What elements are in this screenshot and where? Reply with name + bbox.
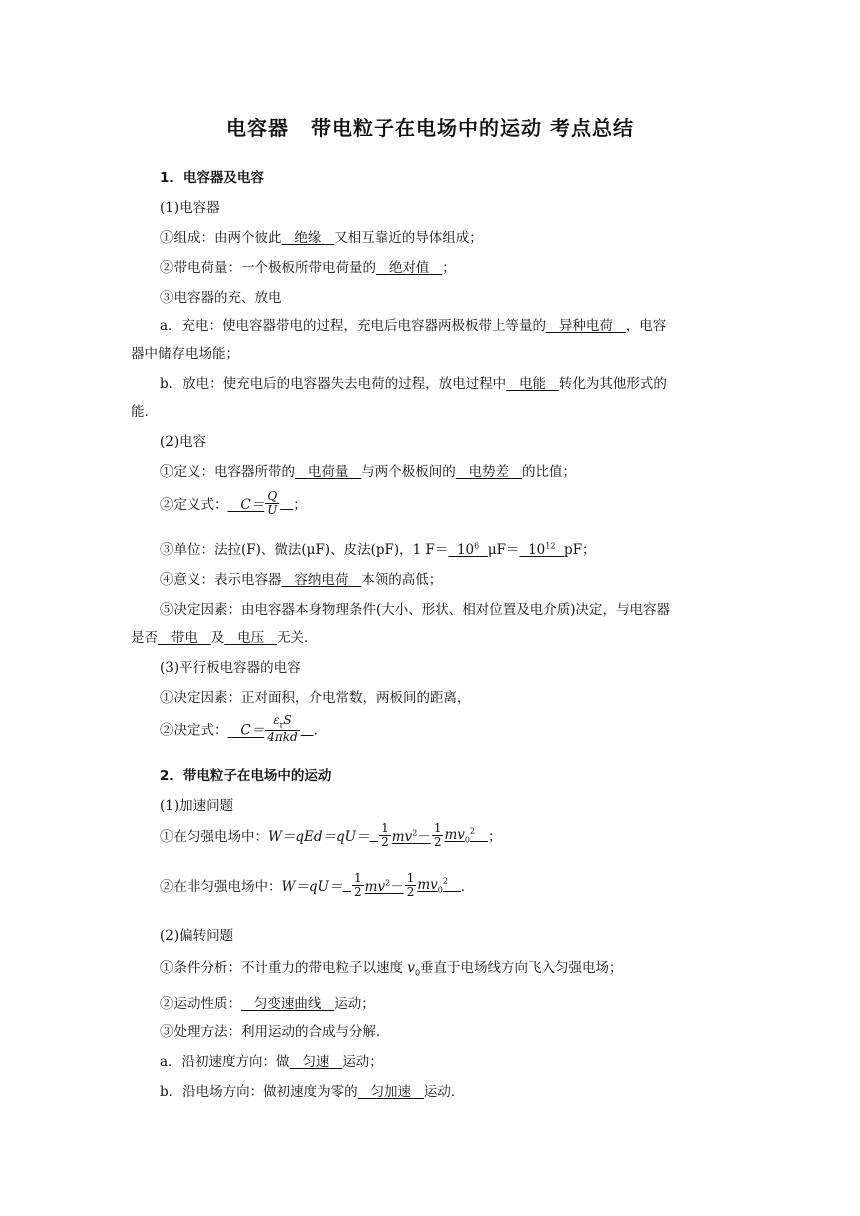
subsection-capacitor: (1)电容器 bbox=[160, 200, 220, 216]
line-deciding-factor-cont: 是否 带电 及 电压 无关． bbox=[131, 630, 318, 646]
line-parallel-factors: ①决定因素：正对面积，介电常数，两板间的距离， bbox=[160, 690, 471, 706]
line-unit: ③单位：法拉(F)、微法(μF)、皮法(pF)，1 $F= 10^6$ $\mu F= 10^{12}$ pF； bbox=[160, 541, 596, 558]
line-condition: ①条件分析：不计重力的带电粒子以速度 $v_0$垂直于电场线方向飞入匀强电场； bbox=[160, 960, 623, 978]
fraction-q-over-u: $\frac{Q}{U}$ bbox=[267, 489, 278, 517]
line-parallel-formula: ②决定式： C＝ $\frac{\varepsilon_rS}{\text{4πkd}}$ ． bbox=[160, 713, 328, 744]
section-2-heading: 2．带电粒子在电场中的运动 bbox=[160, 768, 332, 784]
line-charge-amount: ②带电荷量：一个极板所带电荷量的 绝对值 ； bbox=[160, 260, 456, 276]
line-charging-cont: 器中储存电场能； bbox=[131, 346, 239, 362]
line-field-direction: b．沿电场方向：做初速度为零的 匀加速 运动． bbox=[160, 1084, 465, 1100]
subsection-capacitance: (2)电容 bbox=[160, 434, 207, 450]
line-method: ③处理方法：利用运动的合成与分解． bbox=[160, 1024, 390, 1040]
subsection-deflection: (2)偏转问题 bbox=[160, 928, 234, 944]
section-1-heading: 1．电容器及电容 bbox=[160, 170, 264, 186]
subsection-parallel-plate: (3)平行板电容器的电容 bbox=[160, 660, 301, 676]
line-initial-direction: a．沿初速度方向：做 匀速 运动； bbox=[160, 1054, 383, 1070]
fraction-half: $\frac{1}{2}$ bbox=[381, 821, 389, 849]
line-charging: a．充电：使电容器带电的过程，充电后电容器两极板带上等量的 异种电荷 ，电容 bbox=[160, 318, 667, 334]
line-charge-discharge: ③电容器的充、放电 bbox=[160, 290, 282, 306]
fraction-half: $\frac{1}{2}$ bbox=[406, 871, 415, 899]
title-part-2: 带电粒子在电场中的运动 考点总结 bbox=[311, 116, 634, 140]
fraction-eps-s-over-4pikd: $\frac{\varepsilon_rS}{\text{4πkd}}$ bbox=[267, 713, 298, 744]
line-nature: ②运动性质： 匀变速曲线 运动； bbox=[160, 996, 375, 1012]
fraction-half: $\frac{1}{2}$ bbox=[354, 871, 362, 899]
line-uniform-field: ①在匀强电场中：W＝qEd＝qU＝ $\frac{1}{2}$ $mv^2-$ $\frac{1}{2}$ $mv_0^2$ ； bbox=[160, 821, 502, 849]
line-composition: ①组成：由两个彼此 绝缘 又相互靠近的导体组成； bbox=[160, 230, 483, 246]
line-definition: ①定义：电容器所带的 电荷量 与两个极板间的 电势差 的比值； bbox=[160, 464, 576, 480]
title-part-1: 电容器 bbox=[226, 116, 290, 140]
line-nonuniform-field: ②在非匀强电场中：W＝qU＝ $\frac{1}{2}$ $mv^2-$ $\frac{1}{2}$ $mv_0^2$ ． bbox=[160, 871, 475, 899]
page-title bbox=[0, 112, 860, 141]
line-deciding-factor: ⑤决定因素：由电容器本身物理条件(大小、形状、相对位置及电介质)决定，与电容器 bbox=[160, 602, 671, 618]
subsection-acceleration: (1)加速问题 bbox=[160, 798, 234, 814]
line-meaning: ④意义：表示电容器 容纳电荷 本领的高低； bbox=[160, 572, 443, 588]
line-definition-formula: ②定义式： C＝ $\frac{Q}{U}$ ； bbox=[160, 489, 307, 517]
fraction-half: $\frac{1}{2}$ bbox=[433, 821, 442, 849]
line-discharging: b．放电：使充电后的电容器失去电荷的过程，放电过程中 电能 转化为其他形式的 bbox=[160, 376, 667, 392]
line-discharging-cont: 能． bbox=[131, 404, 158, 420]
